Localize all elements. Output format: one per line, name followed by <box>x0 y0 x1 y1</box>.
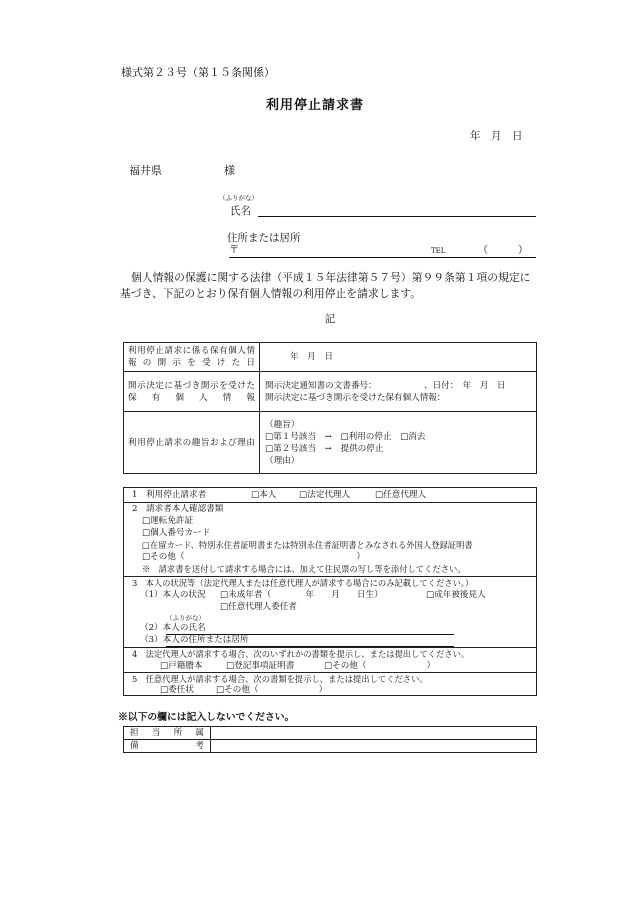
office-use-table <box>123 726 537 753</box>
tel-label: TEL <box>431 247 446 255</box>
requester-self-checkbox[interactable]: □ 本人 <box>251 490 276 501</box>
purpose-heading: （趣旨） <box>265 419 300 430</box>
furigana-label: （ふりがな） <box>219 194 258 202</box>
name-label: 氏名 <box>230 205 251 217</box>
office-use-notice: ※以下の欄には記入しないでください。 <box>118 712 295 723</box>
power-of-attorney-checkbox[interactable]: □ 委任状 <box>160 685 194 696</box>
office-dept-label: 担当所属 <box>124 727 211 740</box>
id-docs-label: 2 請求者本人確認書類 <box>132 504 224 514</box>
form-number: 様式第２３号（第１５条関係） <box>121 66 275 79</box>
tel-field[interactable]: （ ） <box>478 245 528 256</box>
purpose-reason-label: 利用停止請求の趣旨および理由 <box>124 412 260 474</box>
addressee-suffix: 様 <box>224 164 235 177</box>
voluntary-agent-docs-label: 5 任意代理人が請求する場合、次の書類を提示し、または提出してください。 <box>132 674 428 684</box>
disclosed-info-field[interactable] <box>260 372 537 412</box>
office-remarks-field <box>211 740 537 753</box>
name-field[interactable] <box>258 216 536 217</box>
doc-number-line: 開示決定通知書の文書番号： 、日付： 年 月 日 <box>265 380 506 391</box>
disclosure-date-label: 利用停止請求に係る保有個人情報の開示を受けた日 <box>124 343 260 372</box>
minor-checkbox[interactable]: □ 未成年者（ 年 月 日生） <box>220 590 383 601</box>
request-date: 年 月 日 <box>470 130 523 142</box>
principal-furigana-label: （ふりがな） <box>166 614 205 622</box>
purpose-option-1[interactable]: □第１号該当 → □利用の停止 □消去 <box>265 431 426 442</box>
residence-card-checkbox[interactable]: □ 在留カード、特別永住者証明書または特別永住者証明書とみなされる外国人登録証明書 <box>142 540 473 550</box>
requester-details-box <box>123 487 537 696</box>
page-title: 利用停止請求書 <box>265 98 364 113</box>
addressee <box>129 164 235 178</box>
purpose-reason-field[interactable] <box>260 412 537 474</box>
request-statement: 個人情報の保護に関する法律（平成１５年法律第５７号）第９９条第１項の規定に基づき、下記のとおり保有個人情報の利用停止を請求します。 <box>120 271 531 300</box>
principal-checkbox[interactable]: □ 任意代理人委任者 <box>220 602 297 613</box>
family-register-checkbox[interactable]: □ 戸籍謄本 <box>160 661 203 672</box>
requester-label: 1 利用停止請求者 <box>132 490 207 500</box>
request-details-table <box>123 342 537 474</box>
postal-mark: 〒 <box>229 245 239 256</box>
reason-heading: （理由） <box>265 455 300 466</box>
adult-ward-checkbox[interactable]: □ 成年被後見人 <box>426 590 486 601</box>
disclosed-info-line: 開示決定に基づき開示を受けた保有個人情報： <box>265 392 446 403</box>
office-dept-field <box>211 727 537 740</box>
legal-agent-other-checkbox[interactable]: □ その他（ ） <box>324 661 435 672</box>
principal-address-label: （3）本人の住所または居所 <box>140 635 249 645</box>
office-remarks-label: 備考 <box>124 740 211 753</box>
purpose-option-2[interactable]: □第２号該当 → 提供の停止 <box>265 443 384 454</box>
mynumber-card-checkbox[interactable]: □ 個人番号カード <box>142 528 210 539</box>
disclosure-date-field[interactable]: 年 月 日 <box>260 343 537 372</box>
voluntary-agent-other-checkbox[interactable]: □ その他（ ） <box>216 685 327 696</box>
requester-legal-agent-checkbox[interactable]: □ 法定代理人 <box>299 490 350 501</box>
drivers-license-checkbox[interactable]: □ 運転免許証 <box>142 516 193 527</box>
disclosed-info-label: 開示決定に基づき開示を受けた保有個人情報 <box>124 372 260 412</box>
principal-status-sublabel: （1）本人の状況 <box>140 590 206 600</box>
legal-agent-docs-label: 4 法定代理人が請求する場合、次のいずれかの書類を提示し、または提出してください。 <box>132 649 470 659</box>
registry-cert-checkbox[interactable]: □ 登記事項証明書 <box>226 661 294 672</box>
requester-voluntary-agent-checkbox[interactable]: □ 任意代理人 <box>375 490 426 501</box>
address-label: 住所または居所 <box>227 232 301 244</box>
id-docs-note: ※ 請求書を送付して請求する場合には、加えて住民票の写し等を添付してください。 <box>142 564 466 574</box>
principal-status-label: 3 本人の状況等（法定代理人または任意代理人が請求する場合にのみ記載してください。） <box>132 578 474 588</box>
ki-heading: 記 <box>324 313 336 325</box>
other-id-checkbox[interactable]: □ その他（ ） <box>142 552 365 563</box>
principal-name-label: （2）本人の氏名 <box>140 623 206 633</box>
addressee-name: 福井県 <box>129 164 162 177</box>
